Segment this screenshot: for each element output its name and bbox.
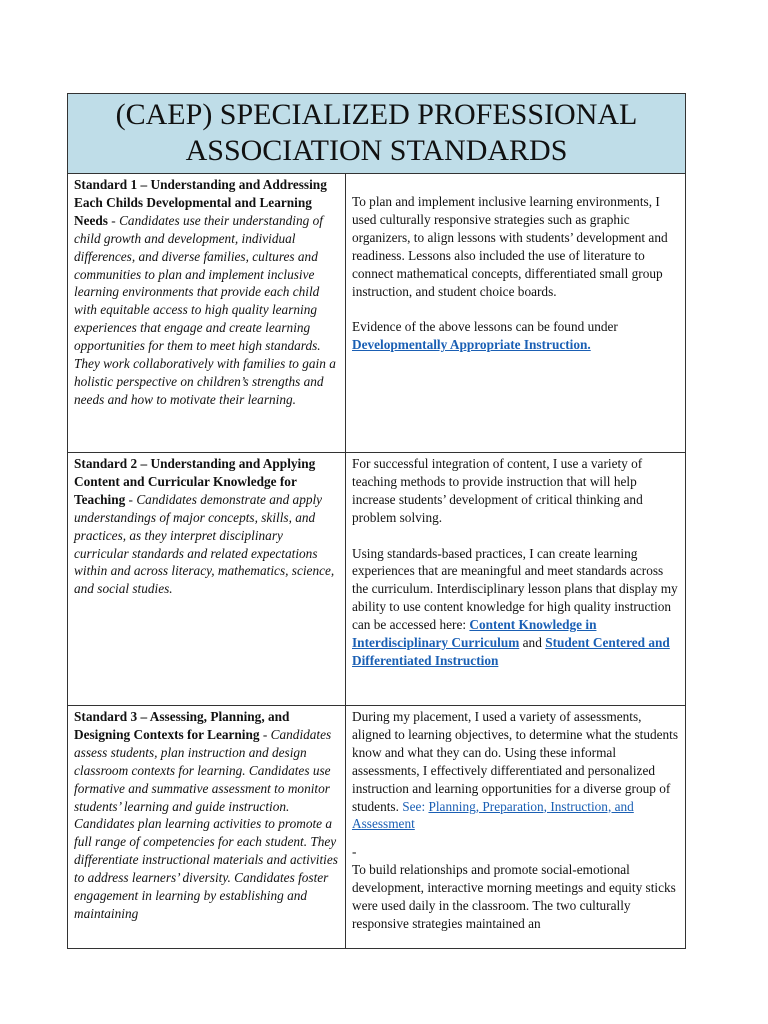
evidence-2-paragraph-1: For successful integration of content, I use a variety of teaching methods to provide instruction that will help increase students’ development of critical thinking and problem solving. bbox=[352, 456, 643, 525]
standard-3-cell bbox=[68, 706, 346, 949]
evidence-1-lead: Evidence of the above lessons can be found under bbox=[352, 319, 618, 335]
table-row bbox=[68, 453, 686, 706]
title-line-2: ASSOCIATION STANDARDS bbox=[185, 134, 568, 167]
evidence-3-text: During my placement, I used a variety of assessments, aligned to learning objectives, to determine what the students know and what they can do. Using these informal assessments, I effectively differentiated and personalized instruction and learning opportunities for a diverse group of students. bbox=[352, 709, 679, 814]
evidence-1-cell bbox=[346, 174, 686, 453]
standard-2-heading: Standard 2 – Understanding and Applying Content and Curricular Knowledge for Teaching bbox=[74, 456, 316, 507]
standard-3-description: Candidates assess students, plan instruction and design classroom contexts for learning. Candidates use formative and summative assessment to monitor students’ learning and guide instruction. Candidates plan learning activities to promote a full range of competencies for each student. They differentiate instructional materials and activities to address learners’ diversity. Candidates foster engagement in learning by establishing and maintaining bbox=[74, 726, 338, 921]
table-title bbox=[68, 94, 686, 174]
evidence-1-paragraph-1: To plan and implement inclusive learning environments, I used culturally responsive strategies such as graphic organizers, to align lessons with students’ development and readiness. Lessons also included the use of literature to connect mathematical concepts, differentiated small group instruction, and student choice boards. bbox=[352, 194, 668, 299]
evidence-1-paragraph-2 bbox=[352, 318, 679, 354]
evidence-3-cell bbox=[346, 706, 686, 949]
evidence-3-paragraph-2: To build relationships and promote social-emotional development, interactive morning meetings and equity sticks were used daily in the classroom. The two culturally responsive strategies maintained an bbox=[352, 862, 676, 931]
standard-3-heading: Standard 3 – Assessing, Planning, and Designing Contexts for Learning bbox=[74, 709, 290, 742]
content-knowledge-link[interactable]: Content Knowledge in Interdisciplinary Curriculum bbox=[352, 617, 597, 651]
planning-preparation-link[interactable]: Planning, Preparation, Instruction, and Assessment bbox=[352, 798, 634, 832]
table-row bbox=[68, 174, 686, 453]
standard-2-description: Candidates demonstrate and apply understandings of major concepts, skills, and practices, as they interpret disciplinary curricular standards and related expectations within and across literacy, mathematics, science, and social studies. bbox=[74, 491, 335, 597]
standard-2-cell bbox=[68, 453, 346, 706]
evidence-2-lead: Using standards-based practices, I can create learning experiences that are meaningful and meet standards across the curriculum. Interdisciplinary lesson plans that display my ability to use content knowledge for high quality instruction can be accessed here: bbox=[352, 545, 678, 633]
developmentally-appropriate-instruction-link[interactable]: Developmentally Appropriate Instruction. bbox=[352, 337, 591, 353]
standard-1-separator: - bbox=[107, 212, 120, 228]
see-text: See: bbox=[402, 798, 429, 814]
standard-1-cell bbox=[68, 174, 346, 453]
standard-2-separator: - bbox=[125, 491, 137, 507]
and-text: and bbox=[519, 635, 546, 651]
standard-1-heading: Standard 1 – Understanding and Addressing Each Childs Developmental and Learning Needs bbox=[74, 177, 327, 228]
student-centered-link[interactable]: Student Centered and Differentiated Instruction bbox=[352, 635, 670, 668]
evidence-2-paragraph-2 bbox=[352, 545, 679, 670]
standards-table bbox=[67, 93, 686, 949]
table-row bbox=[68, 706, 686, 949]
standard-3-separator: - bbox=[259, 726, 271, 742]
title-line-1: (CAEP) SPECIALIZED PROFESSIONAL bbox=[115, 98, 638, 131]
dash-text: - bbox=[352, 844, 357, 860]
standard-1-description: Candidates use their understanding of child growth and development, individual differences, and diverse families, cultures and communities to plan and implement inclusive learning environments that provide each child with equitable access to high quality learning experiences that engage and create learning opportunities for them to meet high standards. They work collaboratively with families to gain a holistic perspective on children’s strengths and needs and how to motivate their learning. bbox=[74, 212, 336, 407]
evidence-2-cell bbox=[346, 453, 686, 706]
evidence-3-paragraph-1 bbox=[352, 708, 679, 833]
